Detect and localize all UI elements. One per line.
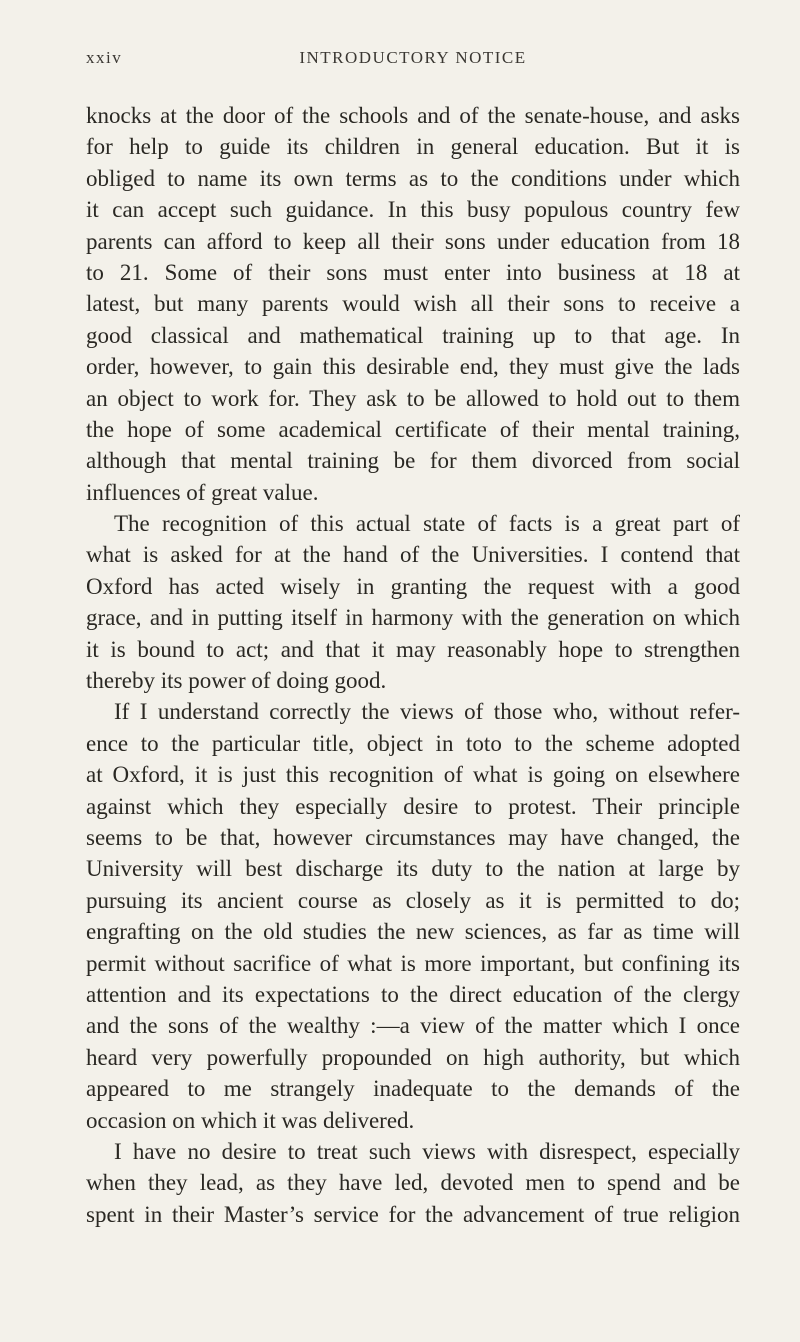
page-number: xxiv	[86, 48, 123, 67]
text-line: influences of great value.	[86, 479, 319, 505]
text-line: latest, but many parents would wish all their sons to receive a	[86, 291, 740, 317]
text-line: permit without sacrifice of what is more important, but confining its	[86, 950, 740, 976]
text-line: If I understand correctly the views of those who, without refer-	[114, 699, 740, 725]
text-line: occasion on which it was delivered.	[86, 1107, 415, 1133]
text-line: good classical and mathematical training up to that age. In	[86, 322, 740, 348]
text-line: attention and its expectations to the direct education of the clergy	[86, 981, 740, 1007]
text-line: obliged to name its own terms as to the conditions under which	[86, 165, 740, 191]
text-line: appeared to me strangely inadequate to the demands of the	[86, 1076, 740, 1102]
text-line: at Oxford, it is just this recognition of what is going on elsewhere	[86, 762, 740, 788]
text-line: for help to guide its children in general education. But it is	[86, 134, 740, 160]
text-line: when they lead, as they have led, devoted men to spend and be	[86, 1170, 740, 1196]
text-line: although that mental training be for them divorced from social	[86, 448, 740, 474]
text-line: order, however, to gain this desirable end, they must give the lads	[86, 354, 740, 380]
text-line: University will best discharge its duty to the nation at large by	[86, 856, 740, 882]
text-line: parents can afford to keep all their sons under education from 18	[86, 228, 740, 254]
text-line: against which they especially desire to protest. Their principle	[86, 793, 740, 819]
text-line: I have no desire to treat such views with disrespect, especially	[114, 1138, 740, 1164]
text-line: an object to work for. They ask to be allowed to hold out to them	[86, 385, 740, 411]
body-text	[86, 100, 740, 1230]
text-line: the hope of some academical certificate of their mental training,	[86, 416, 740, 442]
text-line: engrafting on the old studies the new sciences, as far as time will	[86, 919, 740, 945]
text-line: ence to the particular title, object in toto to the scheme adopted	[86, 730, 740, 756]
text-line: it is bound to act; and that it may reasonably hope to strengthen	[86, 636, 740, 662]
running-title: INTRODUCTORY NOTICE	[299, 48, 527, 67]
text-line: it can accept such guidance. In this busy populous country few	[86, 197, 740, 223]
text-line: to 21. Some of their sons must enter into business at 18 at	[86, 259, 740, 285]
text-line: pursuing its ancient course as closely as it is permitted to do;	[86, 887, 740, 913]
text-line: and the sons of the wealthy :—a view of the matter which I once	[86, 1013, 740, 1039]
running-head	[86, 48, 740, 78]
text-line: what is asked for at the hand of the Universities. I contend that	[86, 542, 740, 568]
text-line: heard very powerfully propounded on high authority, but which	[86, 1044, 740, 1070]
text-line: seems to be that, however circumstances may have changed, the	[86, 824, 740, 850]
text-line: spent in their Master’s service for the advancement of true religion	[86, 1201, 740, 1227]
text-line: thereby its power of doing good.	[86, 668, 387, 694]
text-line: Oxford has acted wisely in granting the request with a good	[86, 573, 740, 599]
text-line: The recognition of this actual state of facts is a great part of	[114, 511, 740, 537]
text-line: knocks at the door of the schools and of the senate-house, and asks	[86, 103, 740, 128]
text-line: grace, and in putting itself in harmony with the generation on which	[86, 605, 740, 631]
